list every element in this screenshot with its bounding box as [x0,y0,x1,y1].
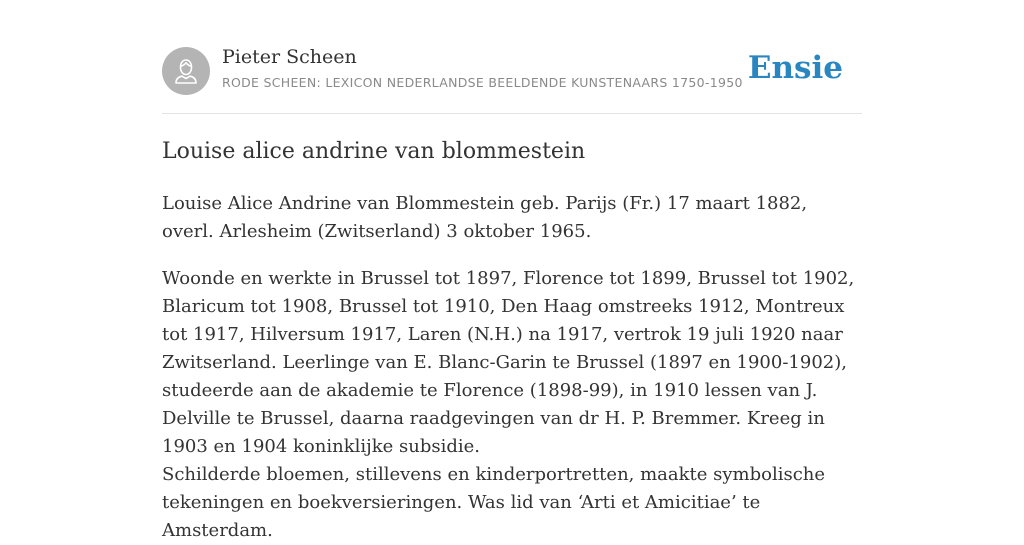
article-paragraph-birth: Louise Alice Andrine van Blommestein geb. Parijs (Fr.) 17 maart 1882, overl. Arlesheim (Zwitserland) 3 oktober 1965. [162,193,808,242]
article-title: Louise alice andrine van blommestein [162,139,586,164]
source-title[interactable]: RODE SCHEEN: LEXICON NEDERLANDSE BEELDENDE KUNSTENAARS 1750-1950 [222,75,743,90]
article-paragraph-career: Woonde en werkte in Brussel tot 1897, Florence tot 1899, Brussel tot 1902, Blaricum tot 1908, Brussel tot 1910, Den Haag omstreeks 1912, Montreux tot 1917, Hilversum 1917, Laren (N.H.) na 1917, vertrok 19 juli 1920 naar Zwitserland. Leerlinge van E. Blanc-Garin te Brussel (1897 en 1900-1902), studeerde aan de akademie te Florence (1898-99), in 1910 lessen van J. Delville te Brussel, daarna raadgevingen van dr H. P. Bremmer. Kreeg in 1903 en 1904 koninklijke subsidie. [162,268,855,457]
user-icon [162,47,210,95]
ensie-logo[interactable]: Ensie [747,50,843,86]
article-paragraph-work: Schilderde bloemen, stillevens en kinderportretten, maakte symbolische tekeningen en boekversieringen. Was lid van ‘Arti et Amicitiae’ te Amsterdam. [162,464,826,541]
author-name[interactable]: Pieter Scheen [222,46,357,68]
page [162,0,862,541]
avatar[interactable] [162,47,210,95]
header [162,0,862,114]
